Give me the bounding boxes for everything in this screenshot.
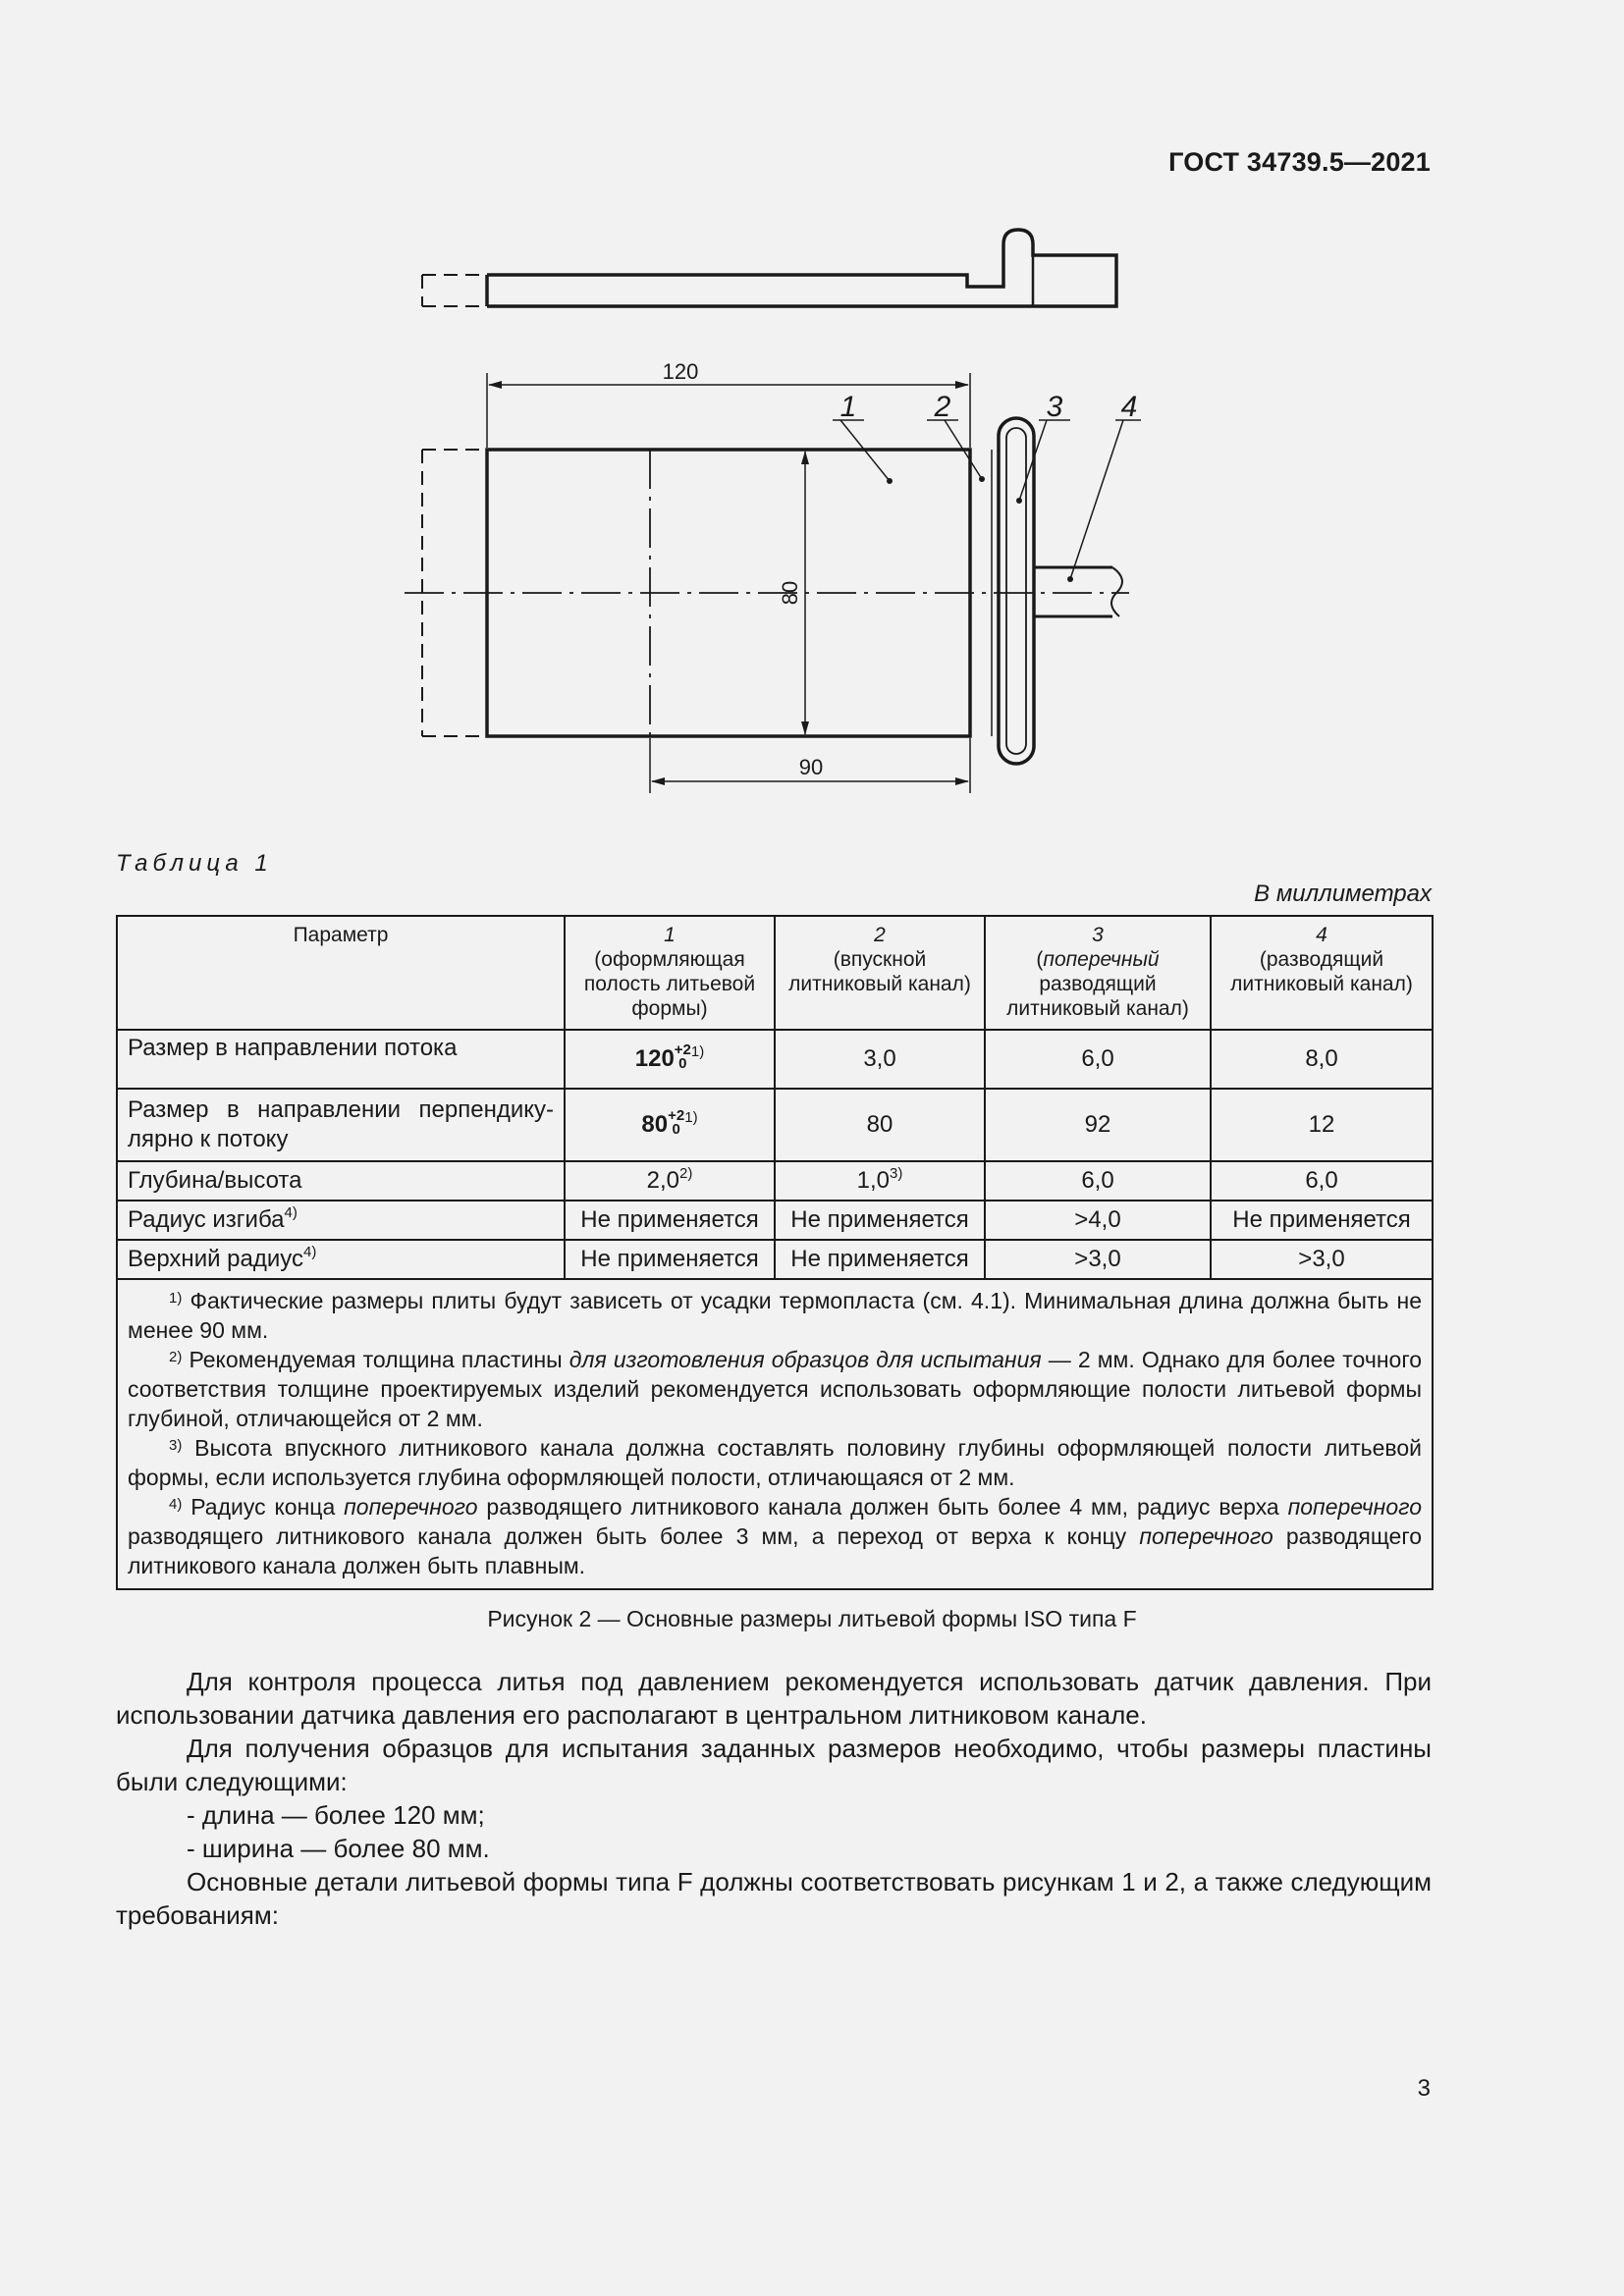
row-param: Глубина/высота — [117, 1161, 565, 1201]
side-view — [487, 230, 1116, 306]
figure-caption: Рисунок 2 — Основные размеры литьевой формы ISO типа F — [487, 1606, 1137, 1631]
side-view-dashed — [422, 275, 487, 306]
footnote-2: $^{2)}$ Рекомендуемая толщина пластины для изготовления образцов для испытания — 2 мм. Однако для более точного соответствия толщине проектируемых изделий рекомендуется использовать оформляющие полости литьевой формы глубиной, отличающейся от 2 мм. — [128, 1347, 1422, 1431]
mold-drawing — [393, 216, 1178, 805]
dim-120-label: 120 — [662, 359, 699, 384]
paragraph: Основные детали литьевой формы типа F должны соответствовать рисункам 1 и 2, а также следующим требованиям: — [116, 1867, 1432, 1930]
row-value: >3,0 — [985, 1240, 1211, 1279]
runner-channel — [1034, 567, 1122, 616]
label-4: 4 — [1120, 391, 1138, 423]
list-item: - длина — более 120 мм; — [187, 1800, 485, 1830]
table-header-row — [117, 916, 1433, 1030]
page-number: 3 — [1417, 2075, 1431, 2102]
label-1: 1 — [839, 391, 857, 423]
table-row — [117, 1030, 1433, 1089]
row-param: Размер в направлении потока — [117, 1030, 565, 1089]
row-param: Размер в направлении перпендику-лярно к потоку — [117, 1089, 565, 1161]
row-value: 1,0$^{3)}$ — [775, 1161, 985, 1201]
row-value: Не применяется — [775, 1240, 985, 1279]
table-row — [117, 1240, 1433, 1279]
leaders — [833, 420, 1141, 579]
row-value: 6,0 — [985, 1161, 1211, 1201]
body-text — [116, 1665, 1432, 1932]
row-value: Не применяется — [565, 1240, 775, 1279]
label-3: 3 — [1046, 391, 1063, 423]
row-param: Радиус изгиба$^{4)}$ — [117, 1201, 565, 1240]
dim-80-label: 80 — [778, 580, 802, 606]
table-units: В миллиметрах — [1254, 881, 1432, 907]
dim-90-label: 90 — [798, 755, 824, 779]
row-value: 3,0 — [775, 1030, 985, 1089]
table-row — [117, 1201, 1433, 1240]
row-value: 92 — [985, 1089, 1211, 1161]
table-notes-row — [117, 1279, 1433, 1589]
table-caption: Таблица 1 — [116, 850, 273, 877]
row-value: 120 +2 0 $^{1)}$ — [565, 1030, 775, 1089]
row-value: Не применяется — [775, 1201, 985, 1240]
row-value: 80 — [775, 1089, 985, 1161]
row-param: Верхний радиус$^{4)}$ — [117, 1240, 565, 1279]
list-item: - ширина — более 80 мм. — [187, 1834, 490, 1863]
row-value: 6,0 — [985, 1030, 1211, 1089]
table-notes — [117, 1279, 1433, 1589]
header-col-2: 2 (впускной литниковый канал) — [775, 916, 985, 1030]
transverse-runner — [999, 418, 1034, 764]
dim-120 — [487, 373, 970, 448]
header-param: Параметр — [117, 916, 565, 1030]
row-value: 8,0 — [1211, 1030, 1433, 1089]
paragraph: Для контроля процесса литья под давлением рекомендуется использовать датчик давления. При использовании датчика давления его располагают в центральном литниковом канале. — [116, 1667, 1432, 1730]
header-col-3: 3 (поперечный разводящий литниковый канал) — [985, 916, 1211, 1030]
standard-header: ГОСТ 34739.5—2021 — [1168, 147, 1431, 177]
footnote-4: $^{4)}$ Радиус конца поперечного разводящего литникового канала должен быть более 4 мм, радиус верха поперечного разводящего литникового канала должен быть более 3 мм, а переход от верха к концу поперечного разводящего литникового канала должен быть плавным. — [128, 1494, 1423, 1578]
header-col-1: 1 (оформляющая полость литьевой формы) — [565, 916, 775, 1030]
row-value: Не применяется — [565, 1201, 775, 1240]
footnote-1: $^{1)}$ Фактические размеры плиты будут зависеть от усадки термопласта (см. 4.1). Минимальная длина должна быть не менее 90 мм. — [128, 1288, 1422, 1343]
table-row — [117, 1089, 1433, 1161]
row-value: 2,0$^{2)}$ — [565, 1161, 775, 1201]
row-value: >4,0 — [985, 1201, 1211, 1240]
row-value: 80 +2 0 $^{1)}$ — [565, 1089, 775, 1161]
row-value: 6,0 — [1211, 1161, 1433, 1201]
spec-table — [116, 915, 1434, 1590]
row-value: Не применяется — [1211, 1201, 1433, 1240]
label-2: 2 — [934, 391, 951, 423]
table-row — [117, 1161, 1433, 1201]
paragraph: Для получения образцов для испытания заданных размеров необходимо, чтобы размеры пластины были следующими: — [116, 1734, 1432, 1796]
header-col-4: 4 (разводящий литниковый канал) — [1211, 916, 1433, 1030]
row-value: 12 — [1211, 1089, 1433, 1161]
footnote-3: $^{3)}$ Высота впускного литникового канала должна составлять половину глубины оформляющей полости литьевой формы, если используется глубина оформляющей полости, отличающаяся от 2 мм. — [128, 1435, 1423, 1490]
row-value: >3,0 — [1211, 1240, 1433, 1279]
